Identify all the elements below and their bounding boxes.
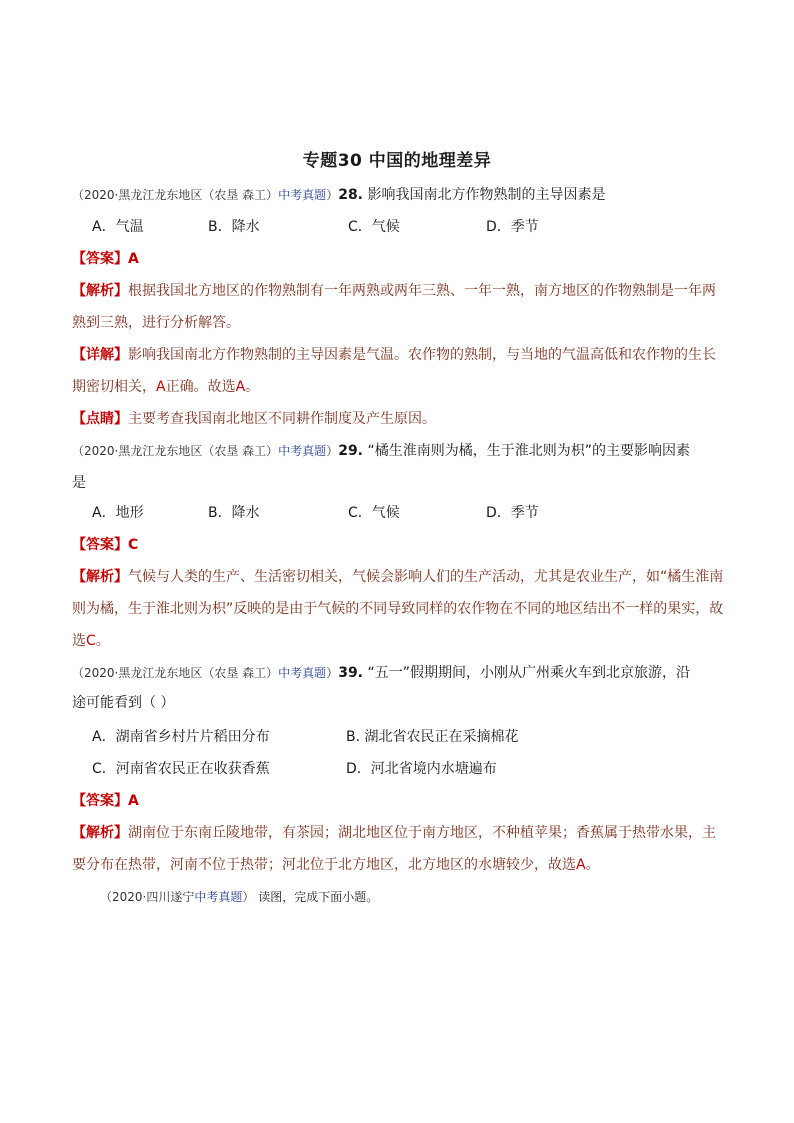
option-c: C．河南省农民正在收获香蕉: [92, 761, 270, 777]
option-a: A．湖南省乡村片片稻田分布: [92, 729, 270, 745]
answer-39: 【答案】A: [72, 793, 139, 809]
question-source: （2020·黑龙江龙东地区（农垦 森工）中考真题）: [72, 188, 339, 202]
analysis-28-line1: 【解析】根据我国北方地区的作物熟制有一年两熟或两年三熟、一年一熟，南方地区的作物熟制是一年两: [72, 283, 716, 299]
question-29-stem-line2: 是: [72, 475, 86, 491]
detail-28-line1: 【详解】影响我国南北方作物熟制的主导因素是气温。农作物的熟制，与当地的气温高低和农作物的生长: [72, 347, 716, 363]
question-39-stem-line2: 途可能看到（ ）: [72, 695, 175, 711]
analysis-39-line1: 【解析】湖南位于东南丘陵地带，有茶园；湖北地区位于南方地区，不种植苹果；香蕉属于热带水果，主: [72, 825, 716, 841]
next-question-header: [100, 886, 760, 908]
option-d: D．季节: [486, 505, 539, 521]
question-stem: 影响我国南北方作物熟制的主导因素是: [367, 187, 606, 203]
question-source: （2020·黑龙江龙东地区（农垦 森工）中考真题）: [72, 666, 339, 680]
question-number: 39.: [338, 665, 364, 681]
option-a: A．地形: [92, 505, 144, 521]
detail-28-line2: 期密切相关，A正确。故选A。: [72, 379, 260, 395]
answer-29: 【答案】C: [72, 537, 139, 553]
analysis-29-line3: 选C。: [72, 633, 110, 649]
option-c: C．气候: [348, 219, 400, 235]
analysis-28-line2: 熟到三熟，进行分析解答。: [72, 315, 240, 331]
question-number: 28.: [338, 187, 364, 203]
answer-28: 【答案】A: [72, 251, 139, 267]
point-28: 【点睛】主要考查我国南北地区不同耕作制度及产生原因。: [72, 411, 436, 427]
analysis-29-line2: 则为橘，生于淮北则为枳”反映的是由于气候的不同导致同样的农作物在不同的地区结出不一样的果实，故: [72, 601, 724, 617]
question-stem: “五一”假期期间，小刚从广州乘火车到北京旅游，沿: [367, 665, 690, 681]
page-title: 专题30 中国的地理差异: [302, 151, 492, 171]
question-stem: “橘生淮南则为橘，生于淮北则为枳”的主要影响因素: [367, 443, 690, 459]
analysis-39-line2: 要分布在热带，河南不位于热带；河北位于北方地区，北方地区的水塘较少，故选A。: [72, 857, 600, 873]
question-29-header: [72, 440, 732, 462]
option-a: A．气温: [92, 219, 144, 235]
option-b: B. 湖北省农民正在采摘棉花: [346, 729, 519, 745]
option-b: B．降水: [208, 505, 260, 521]
option-d: D．季节: [486, 219, 539, 235]
question-28-header: [72, 184, 732, 206]
question-source: （2020·四川遂宁中考真题）: [100, 890, 255, 904]
question-stem: 读图，完成下面小题。: [258, 890, 379, 904]
question-number: 29.: [338, 443, 364, 459]
option-c: C．气候: [348, 505, 400, 521]
question-source: （2020·黑龙江龙东地区（农垦 森工）中考真题）: [72, 444, 339, 458]
analysis-29-line1: 【解析】气候与人类的生产、生活密切相关，气候会影响人们的生产活动，尤其是农业生产，如“橘生淮南: [72, 569, 724, 585]
option-b: B．降水: [208, 219, 260, 235]
question-39-header: [72, 662, 732, 684]
option-d: D．河北省境内水塘遍布: [346, 761, 497, 777]
